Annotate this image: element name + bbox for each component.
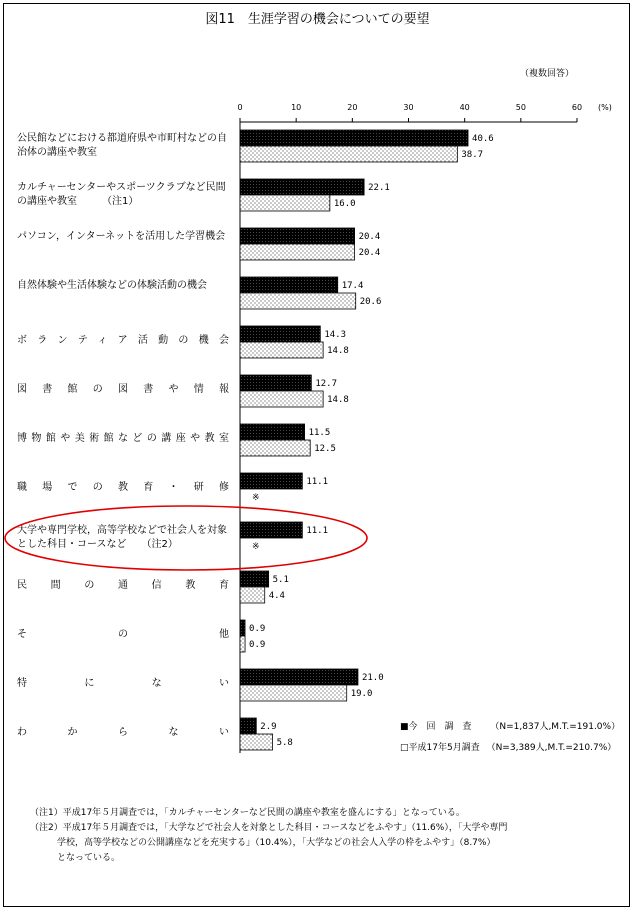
category-label: 博物館や美術館などの講座や教室 bbox=[17, 433, 229, 444]
x-tick-label: 0 bbox=[237, 103, 243, 112]
bar-value-label: 19.0 bbox=[350, 689, 373, 699]
bar-value-label: 12.7 bbox=[315, 379, 338, 389]
legend-note-current: （N=1,837人,M.T.=191.0%） bbox=[490, 722, 621, 732]
bar-current bbox=[240, 718, 256, 734]
bar-value-label: 11.1 bbox=[306, 477, 329, 487]
legend-label-previous: 平成17年5月調査 bbox=[408, 743, 480, 753]
legend-item-current bbox=[400, 719, 620, 732]
bar-current bbox=[240, 228, 355, 244]
bar-previous bbox=[240, 195, 330, 211]
category-label: わからない bbox=[17, 727, 229, 738]
category-label: カルチャーセンターやスポーツクラブなど民間の講座や教室 （注1） bbox=[17, 182, 226, 207]
bar-value-label: 5.8 bbox=[276, 738, 293, 748]
bar-current bbox=[240, 669, 358, 685]
category-label: 民間の通信教育 bbox=[17, 580, 229, 591]
bar-value-label: 21.0 bbox=[361, 673, 384, 683]
x-tick-label: 10 bbox=[291, 103, 302, 112]
bar-previous bbox=[240, 685, 347, 701]
bar-value-label: 0.9 bbox=[249, 624, 266, 634]
bar-value-label: 40.6 bbox=[472, 134, 494, 144]
bar-value-label: 11.1 bbox=[306, 526, 329, 536]
category-label: ボランティア活動の機会 bbox=[17, 335, 229, 346]
bar-value-label: 20.6 bbox=[359, 297, 382, 307]
legend-item-previous bbox=[400, 740, 616, 753]
bar-previous bbox=[240, 636, 245, 652]
footnote-2c: となっている。 bbox=[30, 853, 121, 863]
bar-value-label: 14.8 bbox=[327, 395, 349, 405]
x-tick-label: 50 bbox=[515, 103, 526, 112]
category-label: 大学や専門学校，高等学校などで社会人を対象とした科目・コースなど （注2） bbox=[17, 525, 227, 550]
multiple-answer-note: （複数回答） bbox=[520, 69, 575, 79]
bar-previous bbox=[240, 293, 356, 309]
bar-current bbox=[240, 179, 364, 195]
footnote-2a: （注2）平成17年５月調査では，「大学などで社会人を対象とした科目・コースなどをふやす」（11.6%），「大学や専門 bbox=[30, 823, 508, 833]
bar-value-label: 14.8 bbox=[327, 346, 349, 356]
footnote-1: （注1）平成17年５月調査では，「カルチャーセンターなど民間の講座や教室を盛んにする」となっている。 bbox=[30, 808, 465, 818]
bar-value-label: 2.9 bbox=[260, 722, 277, 732]
bar-value-label: ※ bbox=[252, 542, 260, 552]
bar-value-label: 22.1 bbox=[368, 183, 390, 193]
footnote-2b: 学校，高等学校などの公開講座などを充実する」（10.4%），「大学などの社会人入学の枠をふやす」（8.7%） bbox=[30, 838, 496, 848]
x-tick-label: 40 bbox=[459, 103, 470, 112]
bar-value-label: 17.4 bbox=[341, 281, 364, 291]
bar-value-label: 11.5 bbox=[308, 428, 331, 438]
x-tick-label: 20 bbox=[347, 103, 358, 112]
bar-current bbox=[240, 620, 245, 636]
bar-value-label: ※ bbox=[252, 493, 260, 503]
bar-value-label: 16.0 bbox=[333, 199, 356, 209]
category-label: 特にない bbox=[17, 678, 229, 689]
category-label: パソコン，インターネットを活用した学習機会 bbox=[17, 231, 226, 242]
bar-current bbox=[240, 130, 468, 146]
bar-previous bbox=[240, 440, 310, 456]
bar-previous bbox=[240, 146, 457, 162]
category-label: 図書館の図書や情報 bbox=[17, 384, 229, 395]
highlight-ellipse bbox=[5, 506, 367, 570]
bar-current bbox=[240, 277, 338, 293]
category-label: 公民館などにおける都道府県や市町村などの自治体の講座や教室 bbox=[17, 133, 227, 158]
bar-previous bbox=[240, 342, 323, 358]
chart-title: 図11 生涯学習の機会についての要望 bbox=[205, 12, 430, 27]
bar-current bbox=[240, 473, 302, 489]
bar-current bbox=[240, 424, 305, 440]
footnotes bbox=[30, 806, 610, 866]
bar-current bbox=[240, 326, 320, 342]
x-tick-label: 60 bbox=[571, 103, 583, 112]
bar-previous bbox=[240, 734, 273, 750]
axis-unit-label: (%) bbox=[598, 103, 612, 112]
bar-value-label: 38.7 bbox=[461, 150, 484, 160]
category-label: その他 bbox=[17, 629, 229, 640]
legend-swatch-previous: □ bbox=[400, 743, 409, 753]
category-label: 職場での教育・研修 bbox=[17, 482, 229, 493]
legend-swatch-current: ■ bbox=[400, 722, 409, 732]
bar-previous bbox=[240, 391, 323, 407]
bar-value-label: 20.4 bbox=[358, 248, 381, 258]
bar-current bbox=[240, 571, 269, 587]
bar-current bbox=[240, 522, 302, 538]
bar-value-label: 5.1 bbox=[272, 575, 289, 585]
x-tick-label: 30 bbox=[403, 103, 414, 112]
bar-value-label: 14.3 bbox=[324, 330, 347, 340]
bar-value-label: 4.4 bbox=[268, 591, 285, 601]
legend-label-current: 今 回 調 査 bbox=[408, 722, 472, 732]
bar-value-label: 12.5 bbox=[314, 444, 336, 454]
bar-value-label: 0.9 bbox=[249, 640, 266, 650]
bar-previous bbox=[240, 244, 355, 260]
category-label: 自然体験や生活体験などの体験活動の機会 bbox=[17, 280, 207, 291]
bar-current bbox=[240, 375, 311, 391]
bar-previous bbox=[240, 587, 265, 603]
legend-note-previous: （N=3,389人,M.T.=210.7%） bbox=[486, 743, 617, 753]
bar-value-label: 20.4 bbox=[358, 232, 381, 242]
